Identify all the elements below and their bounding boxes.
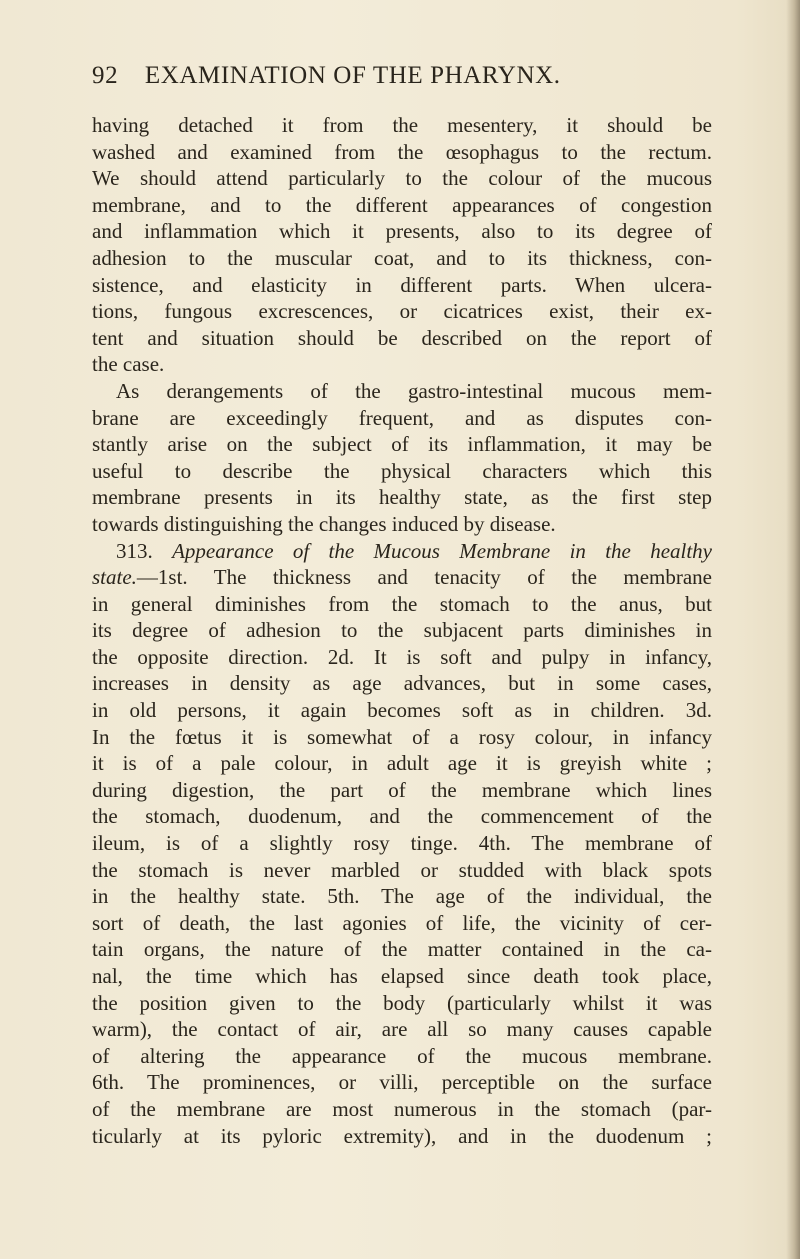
text-line: useful to describe the physical characters which this bbox=[92, 458, 712, 483]
text-line: in old persons, it again becomes soft as in children. 3d. bbox=[92, 698, 712, 723]
text-line: stantly arise on the subject of its inflammation, it may be bbox=[92, 432, 712, 457]
paragraph-mesentery bbox=[92, 112, 712, 378]
text-line: the case. bbox=[92, 352, 165, 377]
text-line: during digestion, the part of the membrane which lines bbox=[92, 777, 712, 802]
section-first-line-rest: —1st. The thickness and tenacity of the membrane bbox=[136, 565, 712, 590]
text-line: adhesion to the muscular coat, and to its thickness, con- bbox=[92, 245, 712, 270]
running-header bbox=[92, 62, 712, 90]
text-line: As derangements of the gastro-intestinal mucous mem- bbox=[116, 378, 712, 403]
text-line: towards distinguishing the changes induced by disease. bbox=[92, 511, 556, 536]
text-line: the position given to the body (particularly whilst it was bbox=[92, 990, 712, 1015]
section-heading-cont: state. bbox=[92, 565, 137, 590]
text-line: in the healthy state. 5th. The age of the individual, the bbox=[92, 884, 712, 909]
text-line: ileum, is of a slightly rosy tinge. 4th. The membrane of bbox=[92, 831, 712, 856]
text-line: increases in density as age advances, but in some cases, bbox=[92, 671, 712, 696]
text-line: brane are exceedingly frequent, and as disputes con- bbox=[92, 405, 712, 430]
text-line: of the membrane are most numerous in the stomach (par- bbox=[92, 1096, 712, 1121]
text-line: having detached it from the mesentery, it should be bbox=[92, 113, 712, 137]
section-number: 313. bbox=[116, 538, 153, 563]
page-body bbox=[92, 112, 712, 1149]
paragraph-derangements bbox=[92, 378, 712, 538]
text-line: of altering the appearance of the mucous membrane. bbox=[92, 1043, 712, 1068]
text-line: the opposite direction. 2d. It is soft and pulpy in infancy, bbox=[92, 644, 712, 669]
text-line: the stomach, duodenum, and the commencement of the bbox=[92, 804, 712, 829]
text-line: ticularly at its pyloric extremity), and in the duodenum ; bbox=[92, 1123, 712, 1148]
text-line: tent and situation should be described on the report of bbox=[92, 325, 712, 350]
text-line: sort of death, the last agonies of life, the vicinity of cer- bbox=[92, 910, 712, 935]
text-line: tain organs, the nature of the matter contained in the ca- bbox=[92, 937, 712, 962]
section-313 bbox=[92, 538, 712, 1150]
text-line: its degree of adhesion to the subjacent parts diminishes in bbox=[92, 618, 712, 643]
text-line: in general diminishes from the stomach to the anus, but bbox=[92, 591, 712, 616]
text-line: and inflammation which it presents, also to its degree of bbox=[92, 219, 712, 244]
text-line: washed and examined from the œsophagus to the rectum. bbox=[92, 139, 712, 164]
text-line: We should attend particularly to the colour of the mucous bbox=[92, 166, 712, 191]
text-line: membrane presents in its healthy state, as the first step bbox=[92, 485, 712, 510]
page-edge-shadow bbox=[786, 0, 800, 1259]
text-line: tions, fungous excrescences, or cicatrices exist, their ex- bbox=[92, 299, 712, 324]
running-title: EXAMINATION OF THE PHARYNX. bbox=[144, 62, 561, 89]
section-heading: Appearance of the Mucous Membrane in the healthy bbox=[172, 538, 713, 563]
text-line: sistence, and elasticity in different parts. When ulcera- bbox=[92, 272, 712, 297]
text-line: warm), the contact of air, are all so many causes capable bbox=[92, 1017, 712, 1042]
text-line: it is of a pale colour, in adult age it is greyish white ; bbox=[92, 751, 712, 776]
text-line: nal, the time which has elapsed since death took place, bbox=[92, 964, 712, 988]
text-line: 6th. The prominences, or villi, perceptible on the surface bbox=[92, 1070, 712, 1095]
text-line bbox=[92, 564, 712, 591]
page-number: 92 bbox=[92, 62, 119, 89]
text-line: the stomach is never marbled or studded with black spots bbox=[92, 857, 712, 882]
section-heading-line bbox=[92, 538, 712, 565]
text-line: membrane, and to the different appearances of congestion bbox=[92, 192, 712, 217]
text-line: In the fœtus it is somewhat of a rosy colour, in infancy bbox=[92, 724, 712, 749]
